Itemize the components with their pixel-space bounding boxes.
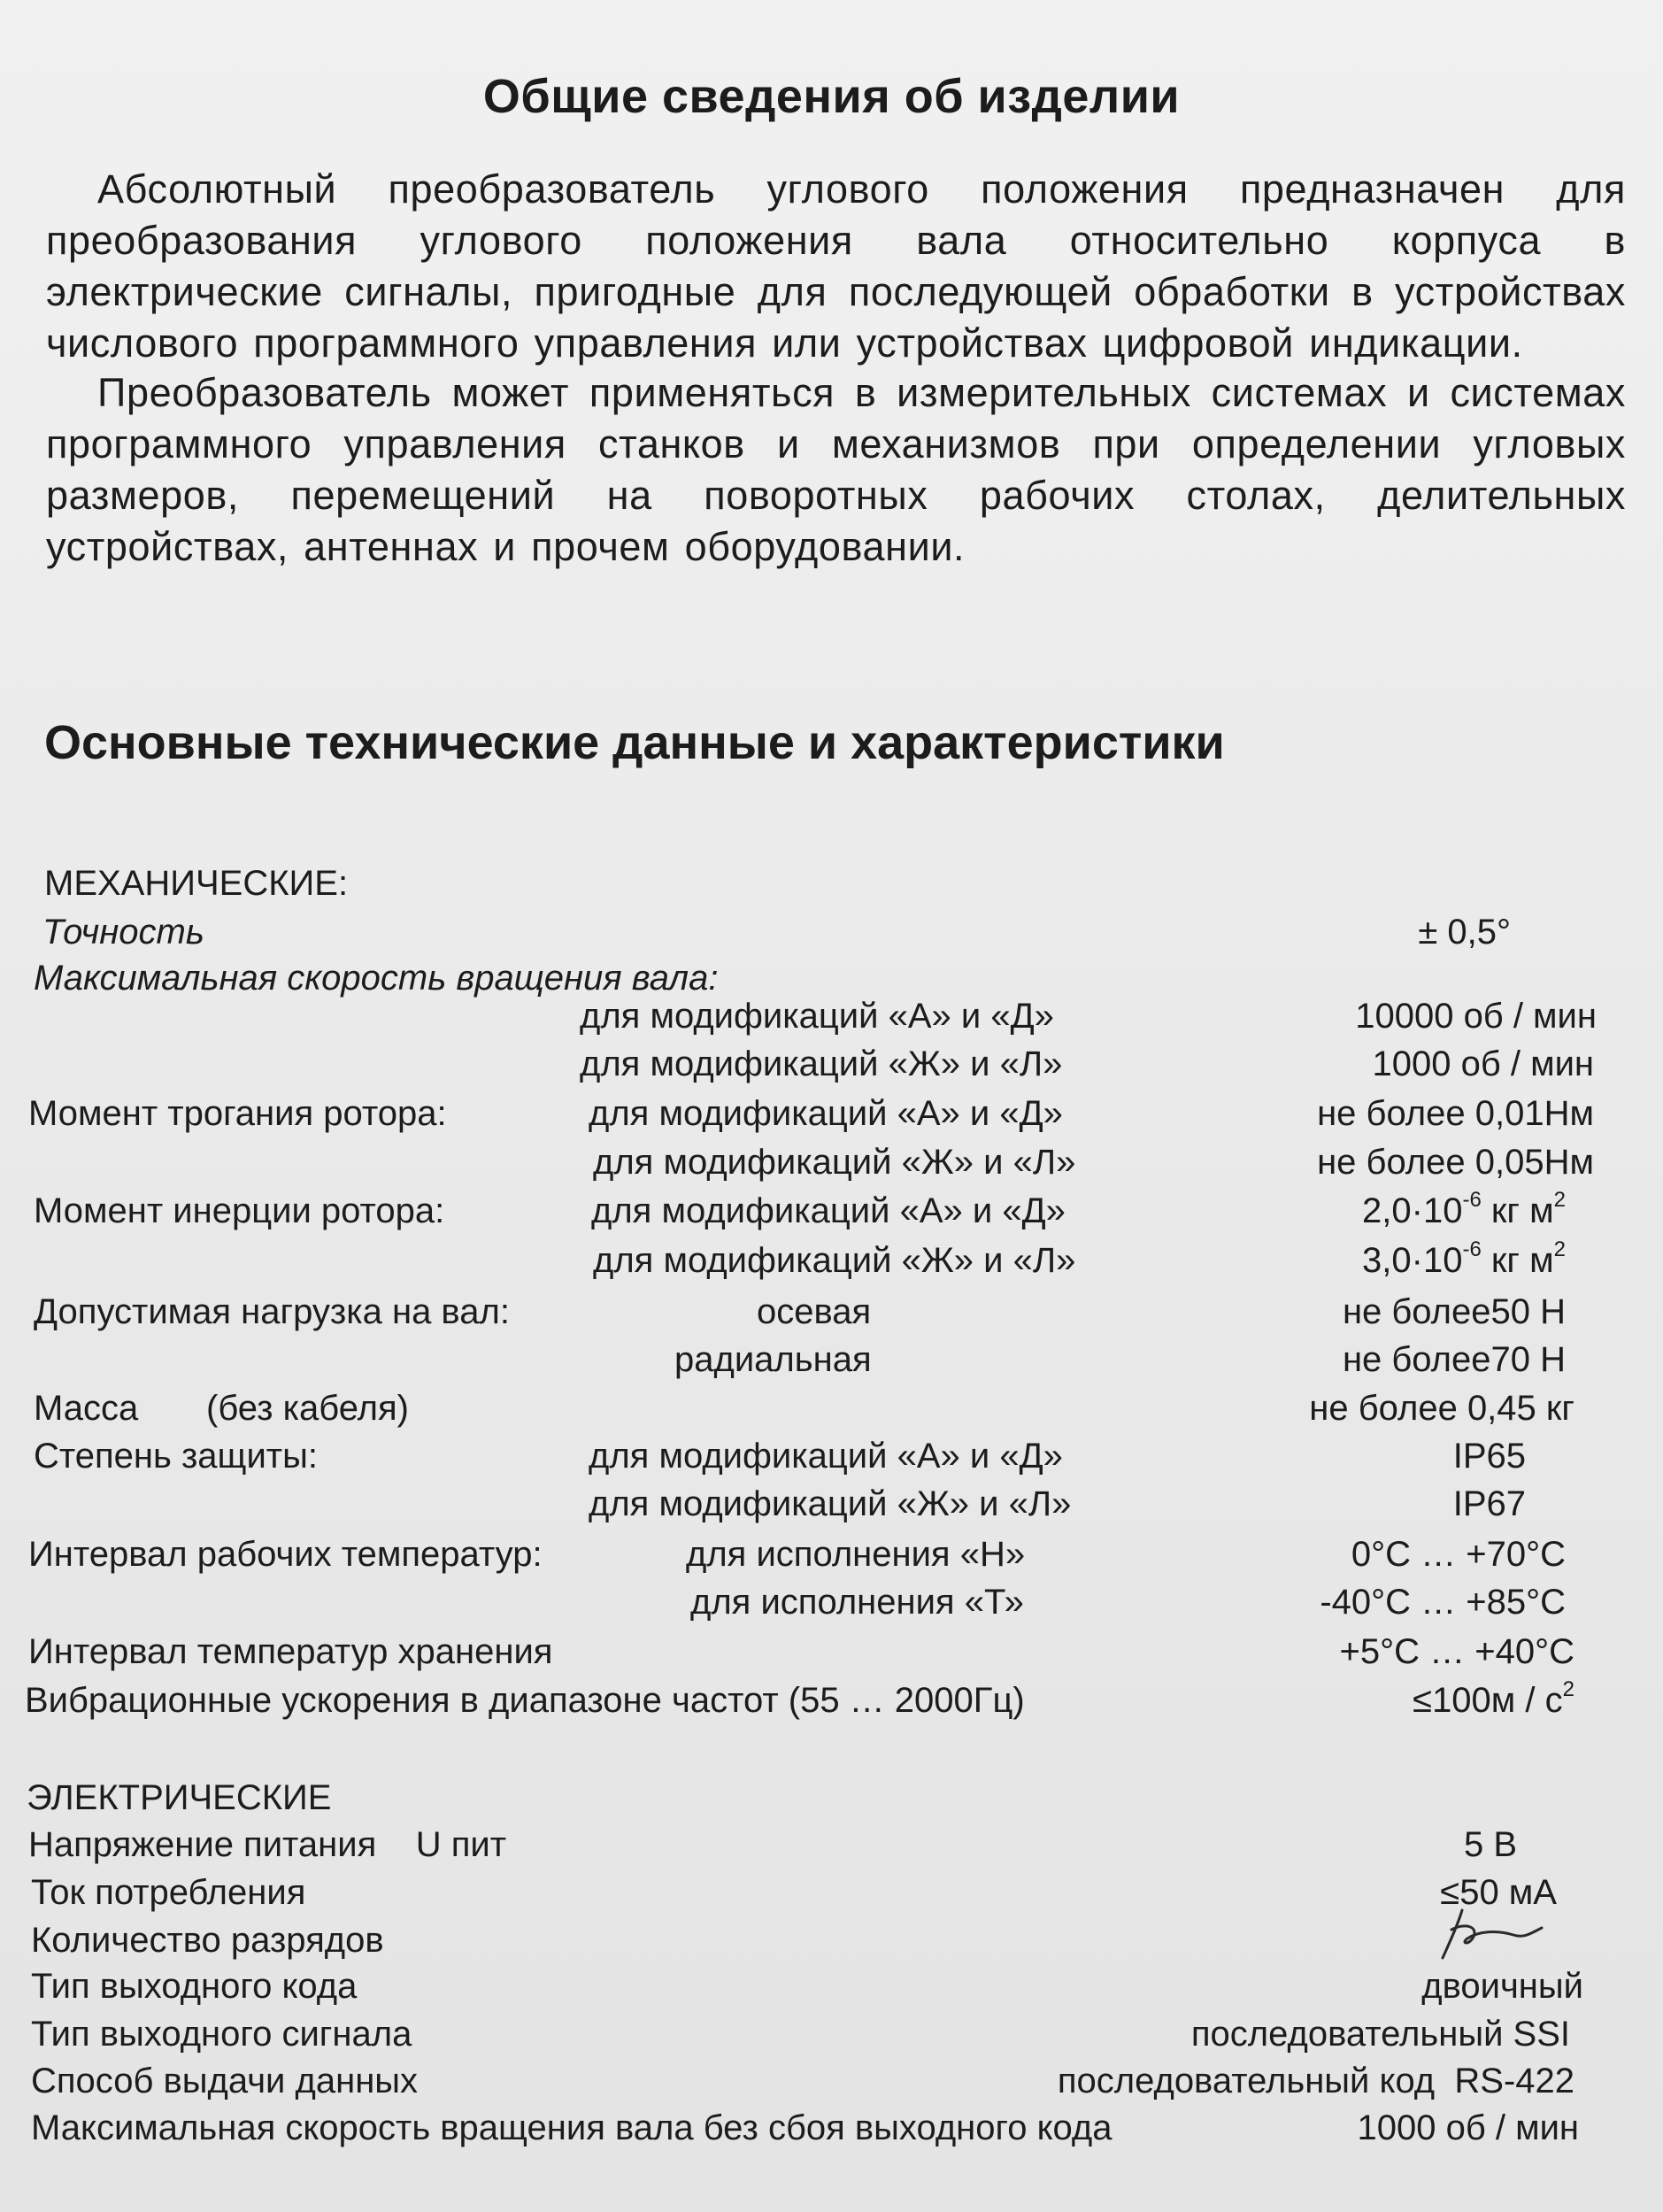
spec-label: Ток потребления bbox=[31, 1873, 306, 1912]
elec-row-code-type bbox=[0, 1962, 1663, 2011]
spec-value: двоичный bbox=[1421, 1967, 1583, 2006]
spec-note: (без кабеля) bbox=[206, 1389, 409, 1428]
value-mantissa: 3,0·10 bbox=[1362, 1241, 1463, 1280]
spec-modification: для модификаций «Ж» и «Л» bbox=[593, 1143, 1076, 1182]
spec-modification: осевая bbox=[757, 1292, 872, 1331]
spec-row-worktemp-t bbox=[0, 1577, 1663, 1627]
spec-value: IP65 bbox=[1452, 1437, 1526, 1476]
spec-value: 5 В bbox=[1463, 1825, 1517, 1864]
spec-label: Точность bbox=[42, 913, 204, 952]
spec-label: Способ выдачи данных bbox=[31, 2062, 419, 2100]
spec-value-inertia bbox=[1362, 1186, 1566, 1236]
paragraph-purpose: Абсолютный преобразователь углового положения предназначен для преобразования углового положения вала относительно корпуса в электрические сигналы, пригодные для последующей обработки в устройствах числового программного управления или устройствах цифровой индикации. bbox=[46, 166, 1626, 366]
spec-value: 10000 об / мин bbox=[1355, 997, 1597, 1036]
spec-row-inertia-zhl bbox=[0, 1236, 1663, 1285]
value-mantissa: 2,0·10 bbox=[1362, 1191, 1463, 1230]
paragraph-application: Преобразователь может применяться в измерительных системах и системах программного управления станков и механизмов при определении угловых размеров, перемещений на поворотных рабочих столах, делительных устройствах, антеннах и прочем оборудовании. bbox=[46, 370, 1626, 569]
value-unit: кг м bbox=[1481, 1241, 1554, 1280]
spec-row-max-speed-zhl bbox=[0, 1039, 1663, 1089]
spec-label: Максимальная скорость вращения вала без сбоя выходного кода bbox=[31, 2108, 1113, 2147]
elec-row-voltage bbox=[0, 1820, 1663, 1869]
spec-value: 0°С … +70°С bbox=[1351, 1535, 1566, 1574]
spec-row-vibration bbox=[0, 1676, 1663, 1725]
spec-value-inertia bbox=[1362, 1236, 1566, 1285]
mechanical-heading-row bbox=[0, 859, 1663, 908]
handwritten-signature bbox=[1425, 1903, 1558, 1965]
spec-value: последовательный код RS-422 bbox=[1057, 2062, 1574, 2100]
spec-row-load-axial bbox=[0, 1287, 1663, 1337]
spec-modification: для исполнения «Н» bbox=[686, 1535, 1026, 1574]
spec-value: последовательный SSI bbox=[1190, 2015, 1570, 2054]
spec-label: Тип выходного кода bbox=[31, 1967, 358, 2006]
spec-row-protection-ad bbox=[0, 1431, 1663, 1481]
spec-label: Интервал температур хранения bbox=[28, 1632, 553, 1671]
elec-row-max-speed bbox=[0, 2103, 1663, 2153]
spec-value bbox=[1413, 1676, 1574, 1725]
spec-modification: для модификаций «Ж» и «Л» bbox=[589, 1484, 1072, 1523]
spec-value: IP67 bbox=[1452, 1484, 1526, 1523]
spec-row-breakaway-zhl bbox=[0, 1137, 1663, 1187]
spec-label: Количество разрядов bbox=[31, 1921, 384, 1960]
spec-label: Интервал рабочих температур: bbox=[28, 1535, 543, 1574]
spec-label: Максимальная скорость вращения вала: bbox=[34, 959, 719, 998]
spec-label: Напряжение питания U пит bbox=[28, 1825, 507, 1864]
elec-row-current bbox=[0, 1868, 1663, 1917]
spec-modification: для модификаций «Ж» и «Л» bbox=[580, 1044, 1063, 1083]
elec-row-signal-type bbox=[0, 2009, 1663, 2059]
spec-label: Степень защиты: bbox=[34, 1437, 318, 1476]
spec-value: ≤50 мА bbox=[1440, 1873, 1557, 1912]
spec-row-storage-temp bbox=[0, 1627, 1663, 1676]
mechanical-heading: МЕХАНИЧЕСКИЕ: bbox=[44, 864, 349, 903]
unit-exponent: 2 bbox=[1553, 1237, 1566, 1261]
document-title: Общие сведения об изделии bbox=[482, 70, 1181, 123]
spec-row-inertia-ad bbox=[0, 1186, 1663, 1236]
spec-row-protection-zhl bbox=[0, 1479, 1663, 1529]
value-unit: кг м bbox=[1481, 1191, 1554, 1230]
spec-label: Вибрационные ускорения в диапазоне частот (55 … 2000Гц) bbox=[25, 1681, 1025, 1720]
spec-label: Масса bbox=[34, 1389, 139, 1428]
spec-value: +5°С … +40°С bbox=[1339, 1632, 1574, 1671]
spec-modification: для модификаций «А» и «Д» bbox=[589, 1094, 1063, 1133]
value-exponent: -6 bbox=[1462, 1237, 1482, 1261]
value-exponent: -6 bbox=[1462, 1188, 1482, 1212]
elec-row-data-output bbox=[0, 2056, 1663, 2106]
spec-row-mass bbox=[0, 1383, 1663, 1433]
spec-row-breakaway-ad bbox=[0, 1089, 1663, 1138]
spec-row-load-radial bbox=[0, 1335, 1663, 1384]
elec-row-bits bbox=[0, 1915, 1663, 1965]
electrical-heading-row bbox=[0, 1773, 1663, 1823]
spec-value: не более 0,01Нм bbox=[1317, 1094, 1594, 1133]
spec-value: 1000 об / мин bbox=[1357, 2108, 1579, 2147]
spec-modification: для модификаций «Ж» и «Л» bbox=[593, 1241, 1076, 1280]
spec-label: Тип выходного сигнала bbox=[31, 2015, 412, 2054]
spec-modification: для исполнения «Т» bbox=[690, 1583, 1024, 1622]
spec-modification: для модификаций «А» и «Д» bbox=[580, 997, 1054, 1036]
spec-value: -40°С … +85°С bbox=[1320, 1583, 1566, 1622]
electrical-heading: ЭЛЕКТРИЧЕСКИЕ bbox=[27, 1778, 332, 1817]
spec-modification: для модификаций «А» и «Д» bbox=[589, 1437, 1063, 1476]
spec-row-max-speed-ad bbox=[0, 991, 1663, 1041]
specs-title: Основные технические данные и характеристики bbox=[44, 716, 1225, 769]
spec-value: не более 0,45 кг bbox=[1309, 1389, 1574, 1428]
spec-value: не более50 Н bbox=[1342, 1292, 1566, 1331]
spec-modification: радиальная bbox=[674, 1340, 872, 1379]
spec-label: Момент инерции ротора: bbox=[34, 1191, 445, 1230]
spec-modification: для модификаций «А» и «Д» bbox=[591, 1191, 1066, 1230]
value-exponent: 2 bbox=[1562, 1677, 1574, 1701]
spec-value: не более70 Н bbox=[1342, 1340, 1566, 1379]
spec-row-worktemp-n bbox=[0, 1530, 1663, 1579]
spec-value: ± 0,5° bbox=[1418, 913, 1511, 952]
spec-row-accuracy bbox=[0, 907, 1663, 957]
spec-label: Момент трогания ротора: bbox=[28, 1094, 447, 1133]
spec-value: не более 0,05Нм bbox=[1317, 1143, 1594, 1182]
unit-exponent: 2 bbox=[1553, 1188, 1566, 1212]
spec-label: Допустимая нагрузка на вал: bbox=[34, 1292, 510, 1331]
value-text: ≤100м / с bbox=[1413, 1681, 1563, 1720]
spec-value: 1000 об / мин bbox=[1372, 1044, 1594, 1083]
